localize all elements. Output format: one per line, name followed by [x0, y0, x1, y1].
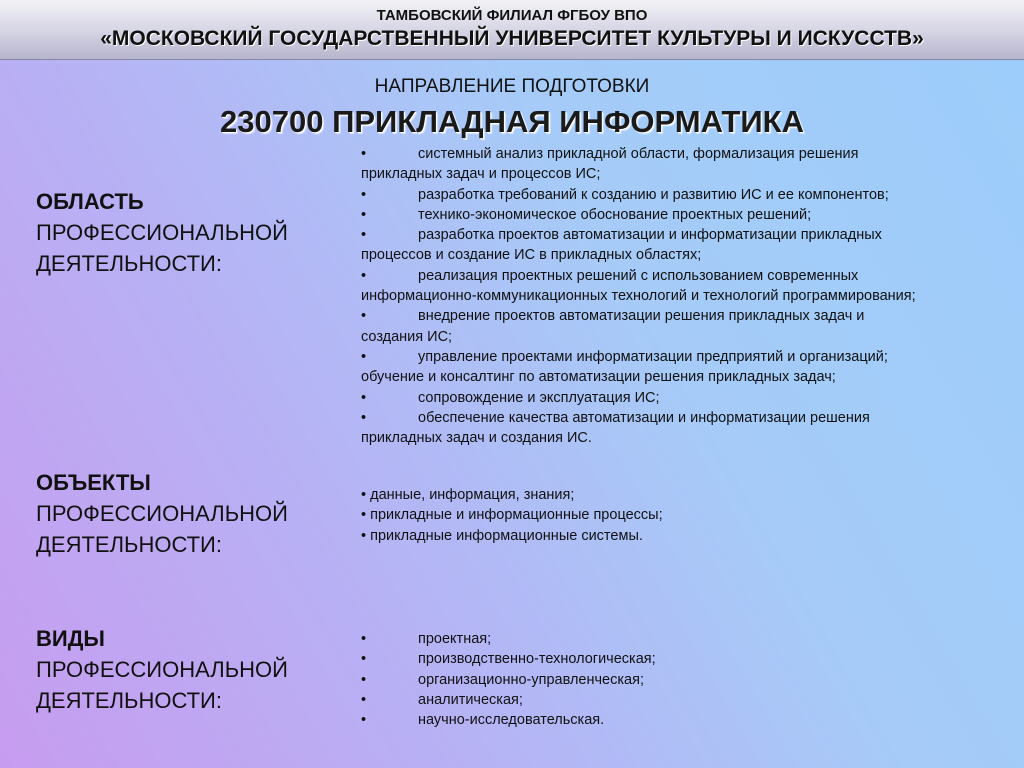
- list-item-text-cont: информационно-коммуникационных технологий и технологий программирования;: [361, 288, 916, 305]
- bullet-icon: •: [361, 186, 367, 203]
- types-label-line2: ПРОФЕССИОНАЛЬНОЙ: [36, 657, 288, 682]
- bullet-icon: •: [361, 348, 367, 365]
- bullet-icon: •: [361, 227, 367, 244]
- bullet-icon: •: [361, 691, 367, 708]
- list-item-text-cont: процессов и создание ИС в прикладных областях;: [361, 247, 702, 264]
- bullet-icon: •: [361, 712, 367, 729]
- list-item-text: организационно-управленческая;: [418, 671, 644, 688]
- list-item: • прикладные информационные системы.: [361, 527, 643, 544]
- objects-label-line2: ПРОФЕССИОНАЛЬНОЙ: [36, 501, 288, 526]
- area-list: [361, 144, 1016, 448]
- list-item-text: разработка требований к созданию и развитию ИС и ее компонентов;: [418, 186, 889, 203]
- header-banner: [0, 0, 1024, 60]
- list-item-text: производственно-технологическая;: [418, 651, 656, 668]
- list-item-text: внедрение проектов автоматизации решения прикладных задач и: [418, 308, 865, 325]
- list-item-text: аналитическая;: [418, 691, 523, 708]
- list-item: [361, 205, 1016, 225]
- header-line-1: ТАМБОВСКИЙ ФИЛИАЛ ФГБОУ ВПО: [376, 7, 648, 24]
- objects-label-head: ОБЪЕКТЫ: [36, 470, 151, 495]
- bullet-icon: •: [361, 267, 367, 284]
- objects-list: [361, 485, 1016, 546]
- area-label: [36, 186, 346, 279]
- types-label-line3: ДЕЯТЕЛЬНОСТИ:: [36, 688, 222, 713]
- list-item: [361, 629, 1016, 649]
- bullet-icon: •: [361, 631, 367, 647]
- types-list: [361, 629, 1016, 730]
- bullet-icon: •: [361, 671, 367, 688]
- list-item-text: управление проектами информатизации предприятий и организаций;: [418, 348, 888, 365]
- list-item: [361, 266, 1016, 307]
- page-subtitle: НАПРАВЛЕНИЕ ПОДГОТОВКИ: [374, 76, 650, 97]
- list-item-text: технико-экономическое обоснование проектных решений;: [418, 206, 812, 223]
- list-item: [361, 710, 1016, 730]
- list-item: [361, 408, 1016, 449]
- list-item-text: научно-исследовательская.: [418, 712, 605, 729]
- list-item: • прикладные и информационные процессы;: [361, 507, 663, 524]
- list-item: [361, 690, 1016, 710]
- bullet-icon: •: [361, 409, 367, 426]
- bullet-icon: •: [361, 651, 367, 668]
- types-label-head: ВИДЫ: [36, 626, 105, 651]
- list-item-text: системный анализ прикладной области, формализация решения: [418, 146, 859, 162]
- header-line-2: «МОСКОВСКИЙ ГОСУДАРСТВЕННЫЙ УНИВЕРСИТЕТ КУЛЬТУРЫ И ИСКУССТВ»: [100, 27, 924, 50]
- list-item: [361, 388, 1016, 408]
- list-item: [361, 347, 1016, 388]
- list-item-text-cont: создания ИС;: [361, 328, 453, 345]
- list-item: [361, 670, 1016, 690]
- list-item-text-cont: обучение и консалтинг по автоматизации решения прикладных задач;: [361, 369, 836, 386]
- list-item: [361, 144, 1016, 185]
- objects-label: [36, 467, 346, 560]
- list-item: [361, 185, 1016, 205]
- list-item: • данные, информация, знания;: [361, 487, 575, 503]
- area-label-line3: ДЕЯТЕЛЬНОСТИ:: [36, 251, 222, 276]
- list-item-text-cont: прикладных задач и процессов ИС;: [361, 166, 601, 183]
- list-item-text: реализация проектных решений с использованием современных: [418, 267, 859, 284]
- list-item-text-cont: прикладных задач и создания ИС.: [361, 430, 592, 447]
- list-item: [361, 225, 1016, 266]
- list-item: [361, 306, 1016, 347]
- list-item-text: сопровождение и эксплуатация ИС;: [418, 389, 660, 406]
- bullet-icon: •: [361, 206, 367, 223]
- page-title: 230700 ПРИКЛАДНАЯ ИНФОРМАТИКА: [220, 104, 804, 139]
- list-item: [361, 649, 1016, 669]
- objects-label-line3: ДЕЯТЕЛЬНОСТИ:: [36, 532, 222, 557]
- list-item-text: разработка проектов автоматизации и информатизации прикладных: [418, 227, 882, 244]
- types-label: [36, 623, 346, 716]
- bullet-icon: •: [361, 389, 367, 406]
- list-item-text: проектная;: [418, 631, 492, 647]
- area-label-head: ОБЛАСТЬ: [36, 189, 144, 214]
- area-label-line2: ПРОФЕССИОНАЛЬНОЙ: [36, 220, 288, 245]
- bullet-icon: •: [361, 146, 367, 162]
- list-item-text: обеспечение качества автоматизации и информатизации решения: [418, 409, 870, 426]
- bullet-icon: •: [361, 308, 367, 325]
